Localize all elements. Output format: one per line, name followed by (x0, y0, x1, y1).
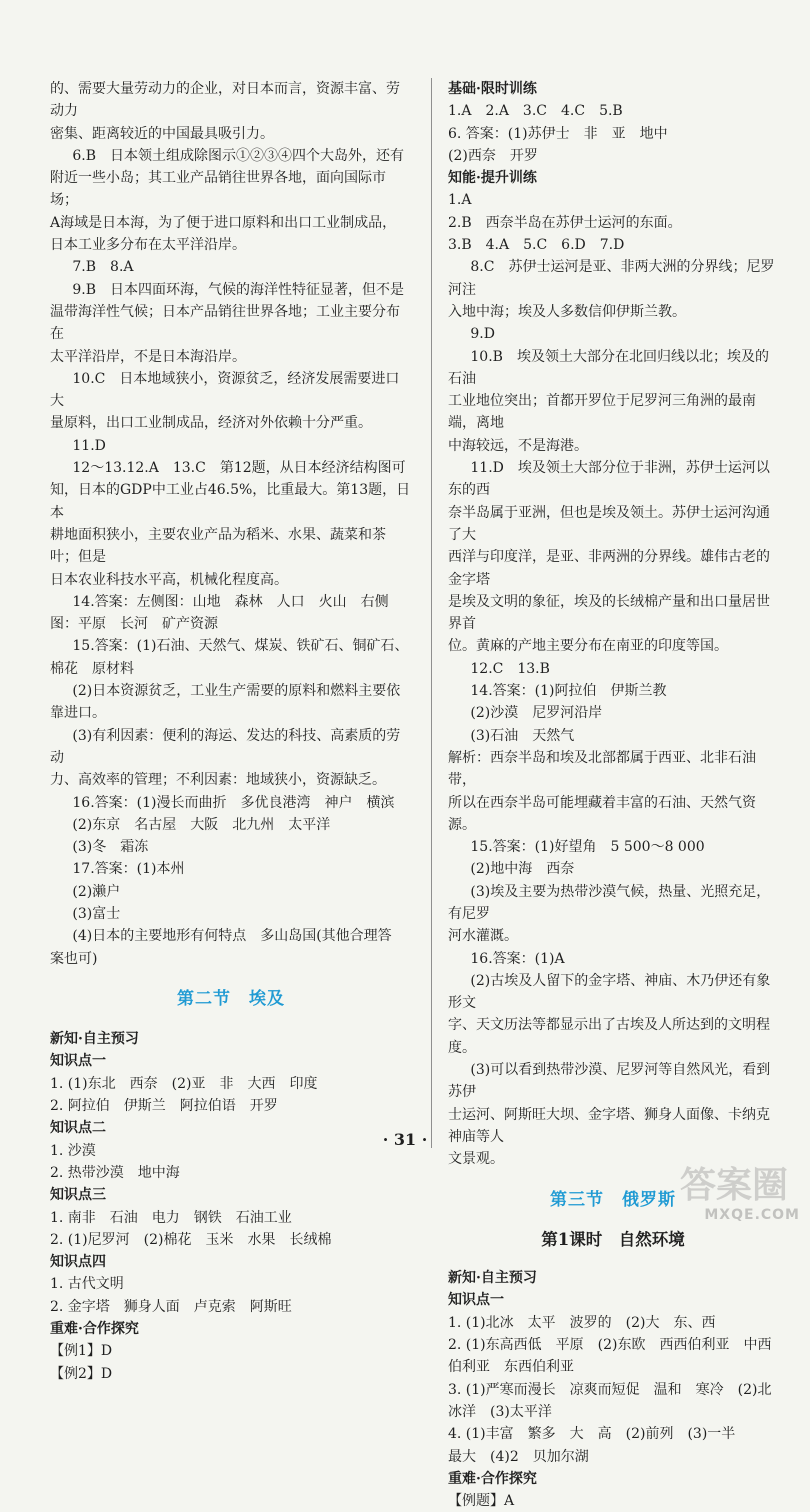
subsection-heading: 知识点一 (50, 1053, 106, 1070)
text-line: 15.答案：(1)石油、天然气、煤炭、铁矿石、铜矿石、 (72, 638, 409, 655)
text-line: 奈半岛属于亚洲，但也是埃及领土。苏伊士运河沟通了大 (448, 504, 770, 543)
text-line: 2. 热带沙漠 地中海 (50, 1164, 180, 1181)
text-line: 1.A (448, 192, 472, 209)
page-number: · 31 · (382, 1130, 428, 1149)
subsection-heading: 知能·提升训练 (448, 170, 537, 187)
text-line: 西洋与印度洋，是亚、非两洲的分界线。雄伟古老的金字塔 (448, 549, 770, 588)
text-line: 9.D (470, 326, 495, 343)
text-line: 4. (1)丰富 繁多 大 高 (2)前列 (3)一半 (448, 1426, 736, 1443)
text-line: 图：平原 长河 矿产资源 (50, 616, 218, 633)
text-line: 1. 沙漠 (50, 1142, 96, 1159)
text-line: 【例2】D (50, 1365, 113, 1382)
text-line: 位。黄麻的产地主要分布在南亚的印度等国。 (448, 638, 728, 655)
text-line: 是埃及文明的象征，埃及的长绒棉产量和出口量居世界首 (448, 593, 770, 633)
text-line: 2. 阿拉伯 伊斯兰 阿拉伯语 开罗 (50, 1098, 278, 1115)
text-line: (3)可以看到热带沙漠、尼罗河等自然风光，看到苏伊 (448, 1062, 771, 1101)
text-line: 力、高效率的管理；不利因素：地域狭小，资源缺乏。 (50, 772, 386, 789)
text-line: 17.答案：(1)本州 (72, 861, 185, 878)
text-line: 靠进口。 (50, 705, 106, 722)
text-line: (2)西奈 开罗 (448, 147, 538, 164)
text-line: 字、天文历法等都显示出了古埃及人所达到的文明程度。 (448, 1017, 770, 1056)
text-line: 16.答案：(1)漫长而曲折 多优良港湾 神户 横滨 (72, 794, 395, 811)
text-line: (2)古埃及人留下的金字塔、神庙、木乃伊还有象形文 (448, 972, 771, 1012)
text-line: 工业地位突出；首都开罗位于尼罗河三角洲的最南端，离地 (448, 393, 756, 432)
text-line: 3.B 4.A 5.C 6.D 7.D (448, 237, 625, 254)
section-title: 第三节 俄罗斯 (550, 1189, 676, 1210)
subsection-heading: 知识点一 (448, 1292, 504, 1309)
subsection-heading: 知识点四 (50, 1254, 106, 1271)
text-line: 1.A 2.A 3.C 4.C 5.B (448, 103, 623, 120)
text-line: (2)日本资源贫乏，工业生产需要的原料和燃料主要依 (72, 683, 401, 700)
text-line: 附近一些小岛；其工业产品销往世界各地，面向国际市场； (50, 170, 386, 209)
text-line: 案也可) (50, 950, 98, 967)
text-line: (3)埃及主要为热带沙漠气候，热量、光照充足，有尼罗 (448, 883, 771, 922)
text-line: 11.D (72, 437, 106, 454)
text-line: 1. (1)东北 西奈 (2)亚 非 大西 印度 (50, 1075, 318, 1092)
subsection-heading: 重难·合作探究 (50, 1321, 139, 1338)
subsection-heading: 基础·限时训练 (448, 81, 537, 97)
text-line: (2)地中海 西奈 (470, 861, 575, 878)
text-line: 日本工业多分布在太平洋沿岸。 (50, 237, 246, 254)
text-line: 冰洋 (3)太平洋 (448, 1403, 552, 1420)
text-line: 中海较远，不是海港。 (448, 437, 588, 454)
text-line: 3. (1)严寒而漫长 凉爽而短促 温和 寒冷 (2)北 (448, 1381, 772, 1398)
text-line: (3)富士 (72, 905, 121, 922)
subsection-heading: 新知·自主预习 (50, 1031, 139, 1048)
watermark-logo-text: 答案圈 (679, 1165, 788, 1206)
text-line: 12～13.12.A 13.C 第12题，从日本经济结构图可 (72, 460, 406, 477)
text-line: (3)有利因素：便利的海运、发达的科技、高素质的劳动 (50, 727, 401, 766)
text-line: 河水灌溉。 (448, 928, 518, 945)
text-line: 2. 金字塔 狮身人面 卢克索 阿斯旺 (50, 1298, 292, 1315)
text-line: 1. 南非 石油 电力 钢铁 石油工业 (50, 1209, 292, 1226)
text-line: 6. 答案：(1)苏伊士 非 亚 地中 (448, 125, 668, 142)
text-line: (3)石油 天然气 (470, 727, 575, 744)
text-line: 10.C 日本地域狭小，资源贫乏，经济发展需要进口大 (50, 370, 400, 410)
text-line: (2)东京 名古屋 大阪 北九州 太平洋 (72, 816, 331, 833)
subsection-heading: 知识点二 (50, 1120, 106, 1137)
text-line: 1. 古代文明 (50, 1276, 124, 1293)
text-line: (2)濑户 (72, 883, 121, 900)
text-line: 6.B 日本领土组成除图示①②③④四个大岛外，还有 (72, 147, 405, 164)
text-line: 士运河、阿斯旺大坝、金字塔、狮身人面像、卡纳克神庙等人 (448, 1106, 770, 1145)
right-column (448, 78, 778, 1512)
left-column (50, 78, 412, 1385)
text-line: 11.D 埃及领土大部分位于非洲，苏伊士运河以东的西 (448, 460, 770, 499)
text-line: 2. (1)东高西低 平原 (2)东欧 西西伯利亚 中西 (448, 1337, 772, 1354)
section-title: 第二节 埃及 (177, 988, 285, 1009)
text-line: A海域是日本海，为了便于进口原料和出口工业制成品， (50, 214, 397, 231)
column-divider (431, 78, 432, 1148)
text-line: 所以在西奈半岛可能埋藏着丰富的石油、天然气资源。 (448, 794, 756, 833)
subsection-heading: 知识点三 (50, 1187, 106, 1204)
text-line: 7.B 8.A (72, 259, 134, 276)
text-line: 9.B 日本四面环海，气候的海洋性特征显著，但不是 (72, 281, 405, 298)
text-line: 量原料，出口工业制成品，经济对外依赖十分严重。 (50, 415, 372, 432)
text-line: 2. (1)尼罗河 (2)棉花 玉米 水果 长绒棉 (50, 1231, 332, 1248)
text-line: 温带海洋性气候；日本产品销往世界各地；工业主要分布在 (50, 303, 400, 343)
text-line: 日本农业科技水平高，机械化程度高。 (50, 571, 288, 588)
subsection-heading: 新知·自主预习 (448, 1270, 537, 1287)
text-line: 入地中海；埃及人多数信仰伊斯兰教。 (448, 303, 686, 320)
text-line: 的、需要大量劳动力的企业，对日本而言，资源丰富、劳动力 (50, 81, 400, 120)
watermark-logo (650, 1157, 800, 1223)
text-line: 16.答案：(1)A (470, 950, 565, 967)
text-line: 密集、距离较近的中国最具吸引力。 (50, 125, 274, 142)
text-line: 14.答案：(1)阿拉伯 伊斯兰教 (470, 683, 667, 700)
text-line: 15.答案：(1)好望角 5 500～8 000 (470, 839, 705, 856)
text-line: (2)沙漠 尼罗河沿岸 (470, 705, 603, 722)
text-line: 解析：西奈半岛和埃及北部都属于西亚、北非石油带， (448, 749, 756, 789)
text-line: 最大 (4)2 贝加尔湖 (448, 1448, 589, 1465)
subsection-heading: 重难·合作探究 (448, 1470, 537, 1487)
text-line: 耕地面积狭小，主要农业产品为稻米、水果、蔬菜和茶叶；但是 (50, 526, 386, 566)
text-line: 10.B 埃及领土大部分在北回归线以北；埃及的石油 (448, 348, 769, 387)
text-line: 1. (1)北冰 太平 波罗的 (2)大 东、西 (448, 1314, 716, 1331)
text-line: 【例题】A (448, 1493, 515, 1510)
text-line: 12.C 13.B (470, 660, 550, 677)
text-line: 太平洋沿岸，不是日本海沿岸。 (50, 348, 246, 365)
text-line: (3)冬 霜冻 (72, 839, 149, 856)
text-line: 14.答案：左侧图：山地 森林 人口 火山 右侧 (72, 593, 389, 610)
text-line: 伯利亚 东西伯利亚 (448, 1359, 574, 1376)
text-line: 文景观。 (448, 1151, 504, 1168)
text-line: 8.C 苏伊士运河是亚、非两大洲的分界线；尼罗河注 (448, 259, 775, 298)
text-line: 2.B 西奈半岛在苏伊士运河的东面。 (448, 214, 682, 231)
text-line: (4)日本的主要地形有何特点 多山岛国(其他合理答 (72, 928, 392, 945)
lesson-title: 第1课时 自然环境 (541, 1229, 685, 1249)
watermark-site-text: MXQE.COM (704, 1207, 800, 1223)
text-line: 棉花 原材料 (50, 660, 134, 677)
text-line: 知，日本的GDP中工业占46.5%，比重最大。第13题，日本 (50, 482, 411, 521)
text-line: 【例1】D (50, 1343, 113, 1360)
